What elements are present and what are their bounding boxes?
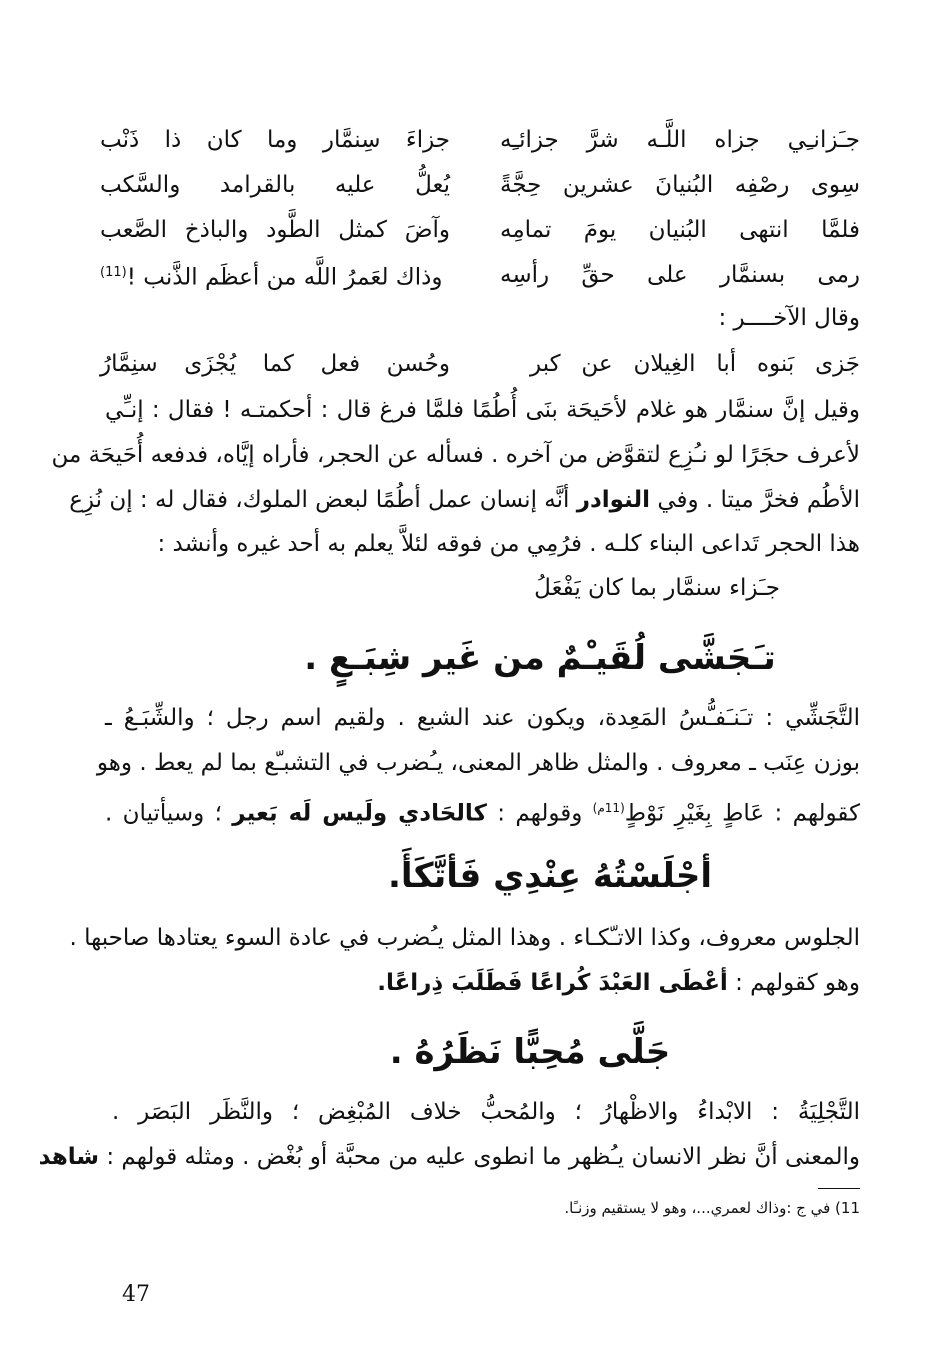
poem-hemistich-left: وآضَ كمثل الطَّود والباذخ الصَّعب xyxy=(100,217,450,243)
paragraph-line xyxy=(38,1135,860,1179)
poem-verse-4 xyxy=(100,253,860,297)
text-run: ؛ وسيأتيان . xyxy=(105,800,222,827)
paragraph-line: لأعرف حجَرًا لو نـُزِع لتقوَّض من آخره . فسأله عن الحجر، فأراه إيَّاه، فدفعه أُحَيحَة من xyxy=(51,442,860,468)
other-poet-intro: وقال الآخــــر : xyxy=(718,305,860,331)
poem-verse-3 xyxy=(100,208,860,252)
book-title: النوادر xyxy=(576,487,650,513)
paragraph-line xyxy=(69,478,860,522)
poem-hemistich-right: رمى بسنمَّار على حقِّ رأسِه xyxy=(500,262,860,288)
text-run: أنَّه إنسان عمل أطُمًا لبعض الملوك، فقال له : إن نُزِع xyxy=(69,487,570,513)
poem-verse-1 xyxy=(100,118,860,162)
footnote-divider xyxy=(818,1188,860,1189)
poem-verse-2 xyxy=(100,163,860,207)
poem-hemistich-right: جَزى بَنوه أبا الغِيلان عن كبر xyxy=(530,351,860,377)
poem-hemistich-right: جـَزانـِي جزاه اللَّـه شرَّ جزائـِه xyxy=(500,127,860,153)
paragraph-line: الجلوس معروف، وكذا الاتـّكـاء . وهذا المثل يـُضرب في عادة السوء يعتادها صاحبها . xyxy=(69,925,860,951)
quoted-verse: جـَزاء سنمَّار بما كان يَفْعَلُ xyxy=(534,575,780,601)
footnote: 11) في ج :وذاك لعمري...، وهو لا يستقيم وزنـًا. xyxy=(564,1199,860,1217)
footnote-marker: (11) xyxy=(100,264,127,280)
paragraph-line: التَّجْلِيَةُ : الابْداءُ والاظْهارُ ؛ والمُحبُّ خلاف المُبْغِض ؛ والنَّظَر البَصَر . xyxy=(112,1099,860,1125)
footnote-marker: (11م) xyxy=(592,801,625,815)
text-run: الأطُم فخرَّ ميتا . وفي xyxy=(657,487,860,513)
paragraph-line xyxy=(105,961,860,1005)
bold-word: شاهد xyxy=(38,1144,100,1170)
poem-hemistich-right: فلمَّا انتهى البُنيان يومَ تمامِه xyxy=(500,217,860,243)
poem-verse-5 xyxy=(100,342,860,386)
paragraph-line: بوزن عِنَب ـ معروف . والمثل ظاهر المعنى، يـُضرب في التشبـّع بما لم يعط . وهو xyxy=(96,750,860,776)
text-run: وقولهم : xyxy=(497,800,583,827)
hemistich-text: وذاك لعَمرُ اللَّه من أعظَم الذَّنب ! xyxy=(126,264,443,291)
proverb-quote: أعْطَى العَبْدَ كُراعًا فَطَلَبَ ذِراعًا. xyxy=(377,970,728,996)
text-run: كقولهم : عَاطٍ بِغَيْرِ نَوْطٍ xyxy=(624,800,861,827)
proverb-heading: تـَجَشَّى لُقَيـْمٌ من غَير شِبَـعٍ . xyxy=(304,638,776,678)
page-number: 47 xyxy=(122,1282,150,1307)
poem-hemistich-left: جزاءَ سِنمَّار وما كان ذا ذَنْب xyxy=(100,127,450,153)
proverb-quote: كالحَادي ولَيس لَه بَعير xyxy=(232,800,487,827)
text-run: وهو كقولهم : xyxy=(735,970,860,996)
poem-hemistich-left: وحُسن فعل كما يُجْزَى سنِمَّارُ xyxy=(100,351,450,377)
paragraph-line: التَّجَشِّي : تـَنـَفـُّسُ المَعِدة، ويكون عند الشبع . ولقيم اسم رجل ؛ والشِّبَـعُ ـ xyxy=(105,705,860,731)
poem-hemistich-left: يُعلُّ عليه بالقرامد والسَّكب xyxy=(100,172,450,198)
paragraph-line xyxy=(105,786,860,830)
proverb-heading: جَلَّى مُحِبًّا نَظَرُهُ . xyxy=(389,1032,671,1072)
paragraph-line: هذا الحجر تَداعى البناء كلـه . فرُمِي من فوقه لئلاَّ يعلم به أحد غيره وأنشد : xyxy=(157,531,860,557)
poem-hemistich-right: سِوى رصْفِه البُنيانَ عشرين حِجَّةً xyxy=(500,172,860,198)
proverb-heading: أجْلَسْتُهُ عِنْدِي فَأتَّكَأَ. xyxy=(388,856,712,896)
paragraph-line: وقيل إنَّ سنمَّار هو غلام لأحَيحَة بنَى أُطُمًا فلمَّا فرغ قال : أحكمتـه ! فقال : إنـِّي xyxy=(105,397,860,423)
text-run: والمعنى أنَّ نظر الانسان يـُظهر ما انطوى عليه من محبَّة أو بُغْض . ومثله قولهم : xyxy=(106,1144,860,1170)
poem-hemistich-left xyxy=(100,251,450,300)
